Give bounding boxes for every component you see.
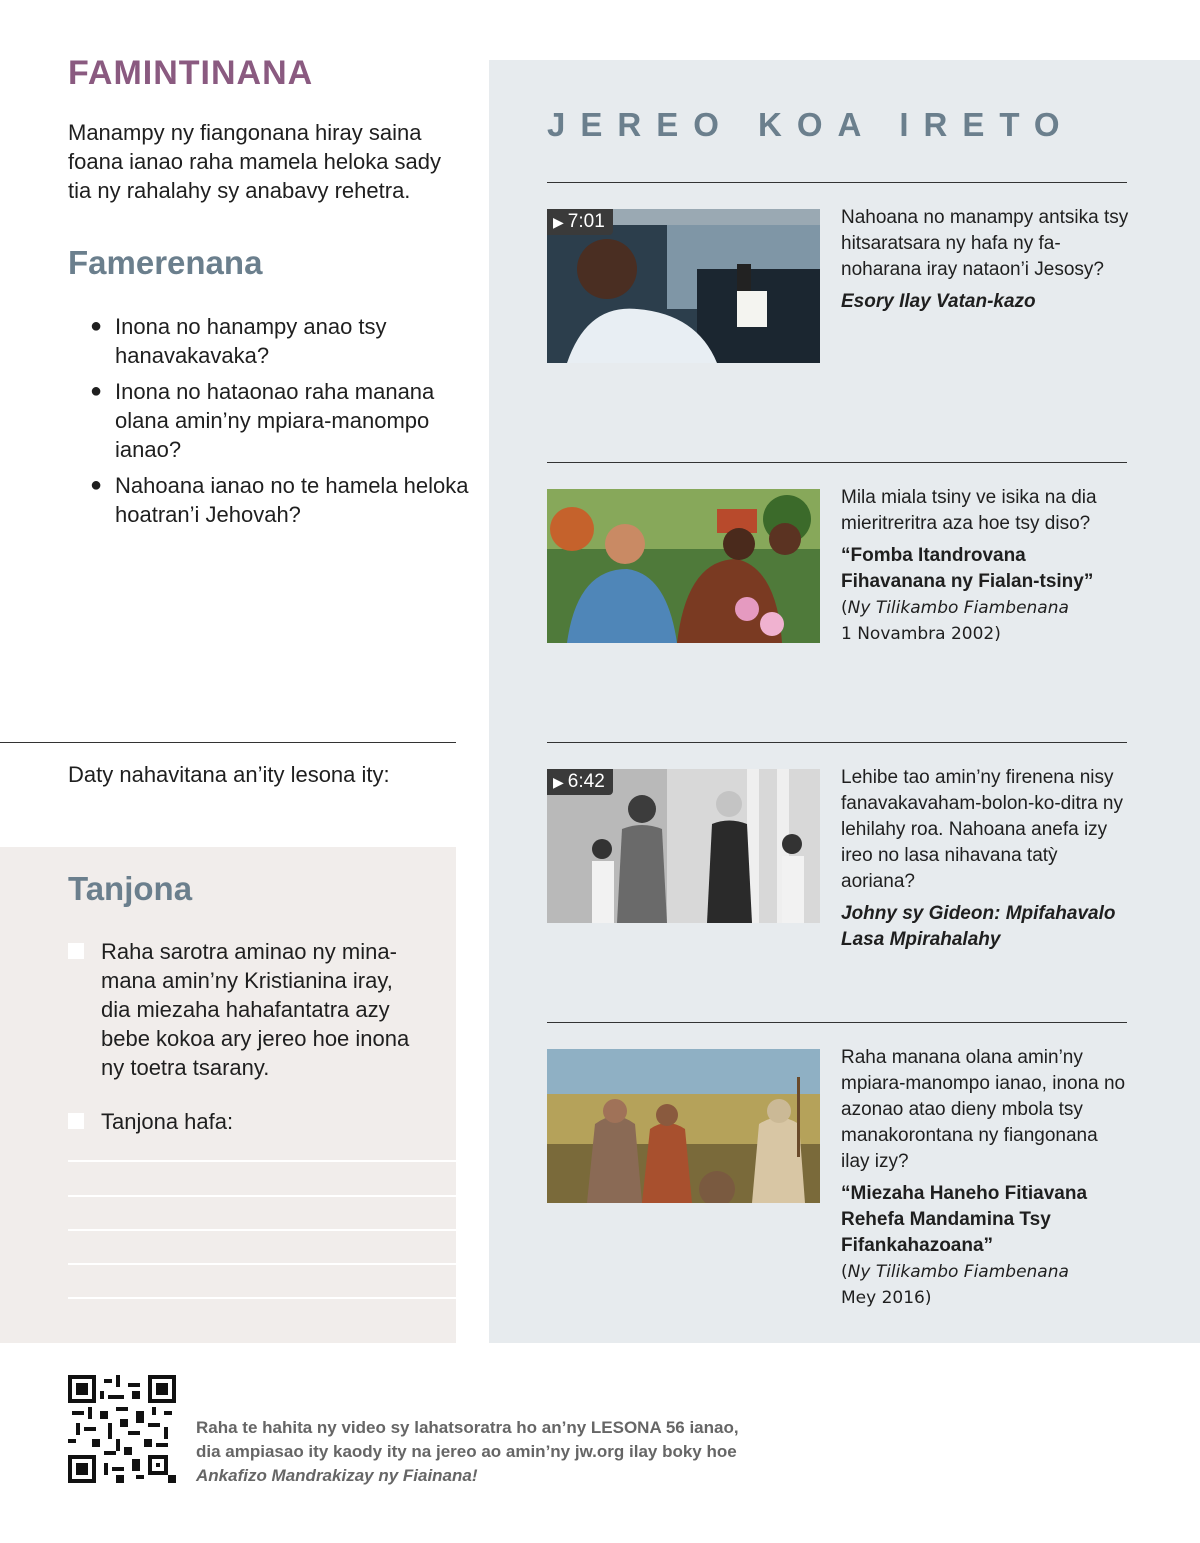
review-item (90, 377, 470, 464)
duration-text: 6:42 (567, 771, 605, 792)
see-also-item (841, 1045, 1131, 1311)
item-link-title[interactable]: Johny sy Gideon: Mpifahavalo Lasa Mpirahalahy (841, 903, 1116, 950)
item-link-title[interactable]: “Fomba Itandrovana Fihavanana ny Fialan-tsiny” (841, 545, 1094, 592)
writing-line[interactable] (68, 1160, 456, 1162)
divider (547, 742, 1127, 743)
review-list (90, 312, 470, 536)
publication-title: Ny Tilikambo Fiambenana (847, 1262, 1069, 1282)
review-item (90, 471, 470, 529)
review-item (90, 312, 470, 370)
item-link-title[interactable]: Esory Ilay Vatan-kazo (841, 291, 1036, 312)
goal-item (68, 937, 428, 1082)
bullet-icon: ● (90, 315, 103, 337)
footer-note (196, 1416, 756, 1488)
goals-section (0, 847, 456, 1343)
writing-line[interactable] (68, 1263, 456, 1265)
duration-text: 7:01 (567, 211, 605, 232)
article-thumbnail[interactable] (547, 489, 820, 643)
publication-title: Ny Tilikambo Fiambenana (847, 598, 1069, 618)
goals-title: Tanjona (68, 870, 193, 907)
item-question: Lehibe tao amin’ny firenena nisy fanavakavaham-bolon-ko-ditra ny lehilahy roa. Nahoana anefa izy ireo no lasa nihavana tatỳ aoriana? (841, 767, 1123, 892)
divider (547, 182, 1127, 183)
publication-date: Mey 2016) (841, 1288, 932, 1308)
goal-checkbox[interactable] (68, 1113, 84, 1129)
item-reference: (Ny Tilikambo Fiambenana Mey 2016) (841, 1262, 1069, 1308)
goal-text: Tanjona hafa: (101, 1109, 234, 1134)
review-item-text: Nahoana ianao no te hamela heloka hoatran’i Jehovah? (115, 473, 469, 527)
footer-text-main: Raha te hahita ny video sy lahatsoratra ho an’ny LESONA 56 ianao, dia ampiasao ity kaody ity na jereo ao amin’ny jw.org ilay boky hoe (196, 1418, 739, 1461)
bullet-icon: ● (90, 380, 103, 402)
publication-date: 1 Novambra 2002) (841, 624, 1001, 644)
play-icon: ▶ (553, 774, 564, 790)
see-also-item (841, 205, 1131, 315)
item-question: Raha manana olana amin’ny mpiara-manompo ianao, inona no azonao atao dieny mbola tsy manakorontana ny fiangonana ilay izy? (841, 1047, 1126, 1172)
see-also-item (841, 485, 1131, 647)
writing-line[interactable] (68, 1229, 456, 1231)
review-item-text: Inona no hataonao raha manana olana amin’ny mpiara-manompo ianao? (115, 379, 435, 462)
goal-text: Raha sarotra aminao ny mina-mana amin’ny Kristianina iray, dia miezaha hahafantatra azy bebe kokoa ary jereo hoe inona ny toetra tsarany. (101, 939, 410, 1080)
review-item-text: Inona no hanampy anao tsy hanavakavaka? (115, 314, 387, 368)
bullet-icon: ● (90, 474, 103, 496)
writing-line[interactable] (68, 1297, 456, 1299)
writing-line[interactable] (68, 1195, 456, 1197)
divider (547, 1022, 1127, 1023)
divider (547, 462, 1127, 463)
see-also-item (841, 765, 1131, 953)
divider (0, 742, 456, 743)
qr-code[interactable] (68, 1375, 176, 1483)
goal-checkbox[interactable] (68, 943, 84, 959)
see-also-title: JEREO KOA IRETO (547, 106, 1075, 143)
item-question: Mila miala tsiny ve isika na dia mieritreritra aza hoe tsy diso? (841, 487, 1097, 534)
review-title: Famerenana (68, 244, 263, 281)
summary-title: FAMINTINANA (68, 54, 314, 92)
goal-item (68, 1107, 428, 1136)
item-link-title[interactable]: “Miezaha Haneho Fitiavana Rehefa Mandamina Tsy Fifankahazoana” (841, 1183, 1088, 1256)
item-question: Nahoana no manampy antsika tsy hitsaratsara ny hafa ny fa-noharana iray nataon’i Jesosy? (841, 207, 1129, 280)
video-duration-badge (547, 209, 613, 235)
play-icon: ▶ (553, 214, 564, 230)
book-title: Ankafizo Mandrakizay ny Fiainana! (196, 1466, 478, 1485)
item-reference: (Ny Tilikambo Fiambenana 1 Novambra 2002) (841, 598, 1069, 644)
summary-text: Manampy ny fiangonana hiray saina foana ianao raha mamela heloka sady tia ny rahalahy sy anabavy rehetra. (68, 120, 442, 203)
completion-date-label: Daty nahavitana an’ity lesona ity: (68, 762, 390, 787)
article-thumbnail[interactable] (547, 1049, 820, 1203)
video-duration-badge (547, 769, 613, 795)
